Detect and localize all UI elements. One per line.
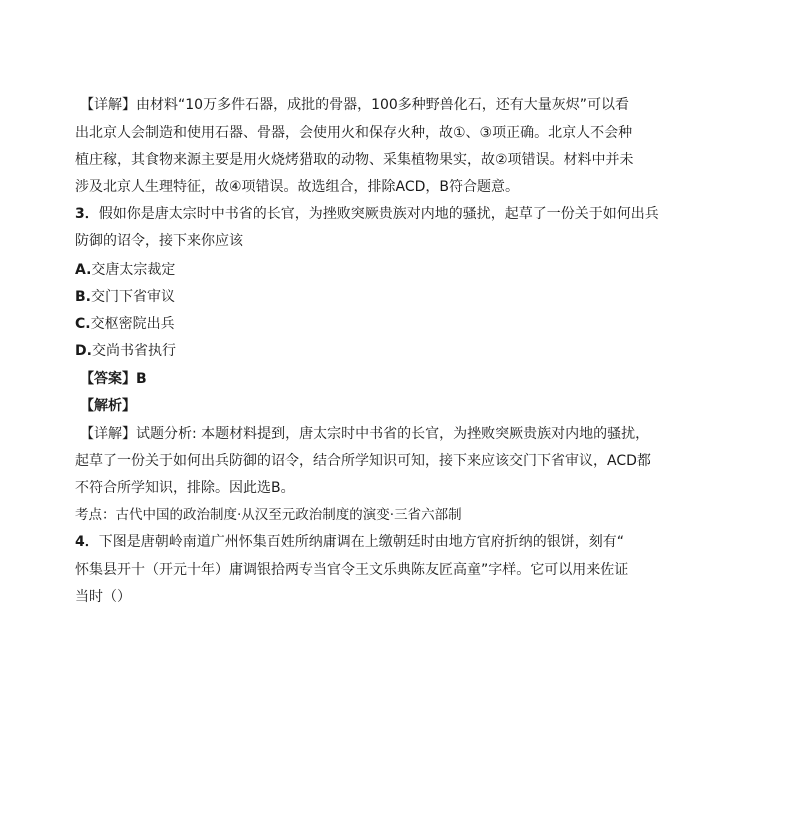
option-c-text: 交枢密院出兵 (90, 316, 175, 332)
answer-line (80, 370, 147, 388)
kaodian-line: 考点：古代中国的政治制度·从汉至元政治制度的演变·三省六部制 (75, 507, 462, 523)
answer-tag: 【答案】 (80, 371, 136, 387)
option-a-letter: A. (75, 262, 92, 278)
question-3-number: 3． (75, 206, 99, 222)
q2-detail-line-1: 【详解】由材料“10万多件石器，成批的骨器，100多种野兽化石，还有大量灰烬”可以看 (80, 97, 630, 113)
option-d-text: 交尚书省执行 (91, 343, 176, 359)
q3-detail-line-3: 不符合所学知识，排除。因此选B。 (75, 480, 295, 496)
analysis-tag: 【解析】 (80, 398, 136, 414)
option-d (75, 342, 176, 360)
q3-detail-line-2: 起草了一份关于如何出兵防御的诏令，结合所学知识可知，接下来应该交门下省审议，ACD都 (75, 453, 651, 469)
question-4-stem-line-2: 怀集县开十（开元十年）庸调银拾两专当官令王文乐典陈友匠高童”字样。它可以用来佐证 (75, 562, 629, 578)
option-b-text: 交门下省审议 (91, 289, 175, 305)
question-4-stem-line-1 (75, 533, 624, 551)
question-3-stem-text-1: 假如你是唐太宗时中书省的长官，为挫败突厥贵族对内地的骚扰，起草了一份关于如何出兵 (98, 206, 659, 222)
question-4-stem-line-3: 当时（） (75, 589, 131, 605)
option-b (75, 288, 175, 306)
option-a-text: 交唐太宗裁定 (91, 262, 176, 278)
q2-detail-line-3: 植庄稼，其食物来源主要是用火烧烤猎取的动物、采集植物果实，故②项错误。材料中并未 (75, 152, 634, 168)
option-d-letter: D. (75, 343, 92, 359)
q2-detail-line-2: 出北京人会制造和使用石器、骨器，会使用火和保存火种，故①、③项正确。北京人不会种 (75, 125, 633, 141)
option-c (75, 315, 175, 333)
q3-detail-line-1: 【详解】试题分析: 本题材料提到，唐太宗时中书省的长官，为挫败突厥贵族对内地的骚扰， (80, 426, 650, 442)
option-c-letter: C. (75, 316, 91, 332)
option-a (75, 261, 175, 279)
question-3-stem-line-2: 防御的诏令，接下来你应该 (75, 233, 243, 249)
question-3-stem-line-1 (75, 205, 659, 223)
question-4-number: 4． (75, 534, 99, 550)
question-4-stem-text-1: 下图是唐朝岭南道广州怀集百姓所纳庸调在上缴朝廷时由地方官府折纳的银饼，刻有“ (98, 534, 625, 550)
option-b-letter: B. (75, 289, 91, 305)
q2-detail-line-4: 涉及北京人生理特征，故④项错误。故选组合，排除ACD，B符合题意。 (75, 179, 520, 195)
answer-value: B (136, 371, 147, 387)
